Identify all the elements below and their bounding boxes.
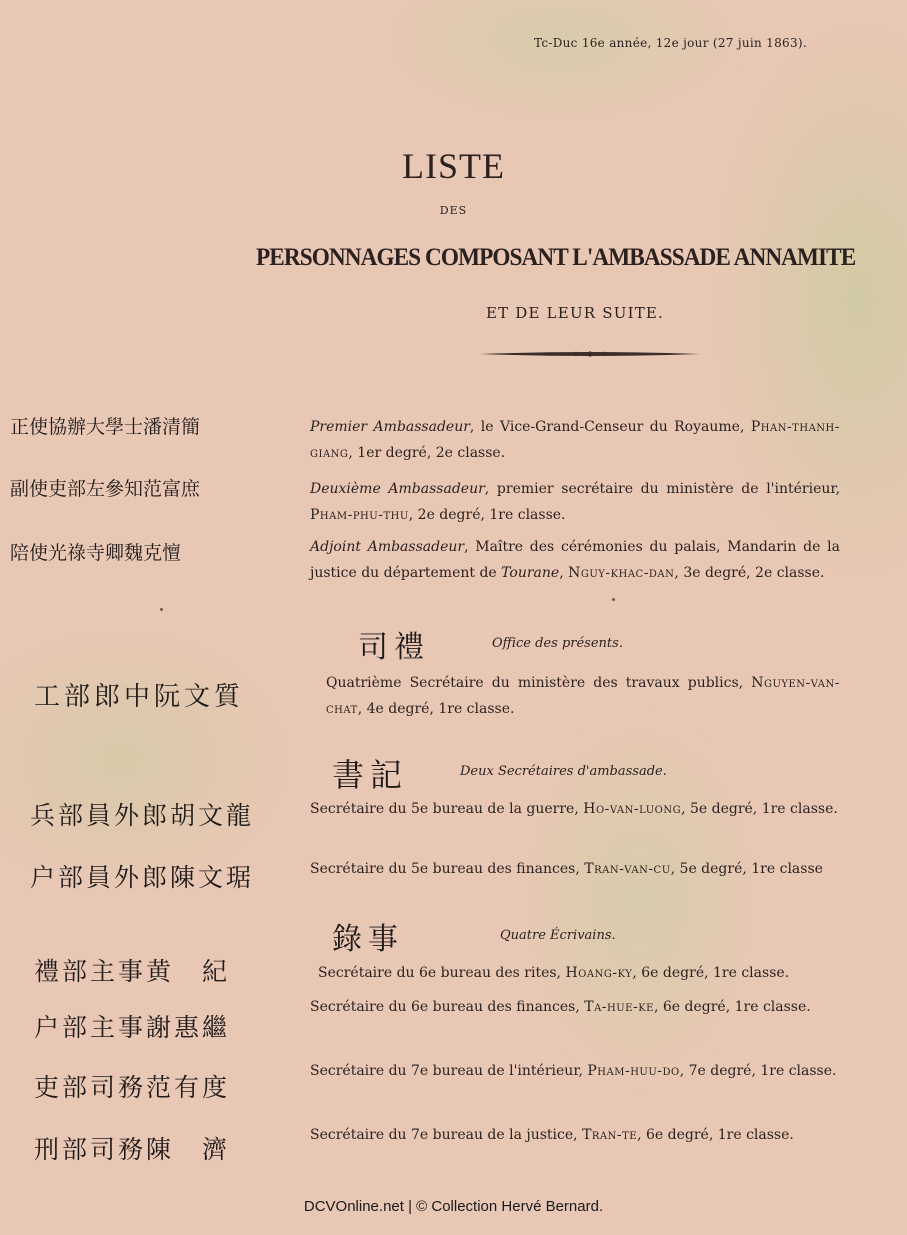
chinese-name: 刑部司務陳 濟 bbox=[34, 1135, 231, 1164]
footer-credit: DCVOnline.net | © Collection Hervé Bernard. bbox=[303, 1198, 604, 1215]
title-main: PERSONNAGES COMPOSANT L'AMBASSADE ANNAMITE bbox=[256, 244, 856, 271]
chinese-name: 工部郎中阮文質 bbox=[34, 682, 245, 712]
chinese-name: 正使協辦大學士潘清簡 bbox=[10, 416, 201, 438]
entry-text: Adjoint Ambassadeur, Maître des cérémonies du palais, Mandarin de la justice du département de Tourane, Nguy-khac-dan, 3e degré, 2e classe. bbox=[310, 539, 841, 581]
chinese-name: 户部員外郎陳文琚 bbox=[30, 863, 255, 892]
person-name: Tran-van-cu bbox=[584, 861, 671, 877]
person-name: Nguyen-van-chat bbox=[326, 675, 840, 717]
entry-text: Quatrième Secrétaire du ministère des travaux publics, Nguyen-van-chat, 4e degré, 1re classe. bbox=[326, 675, 840, 717]
person-name: Phan-thanh-giang bbox=[310, 419, 840, 461]
ornamental-divider bbox=[480, 348, 700, 360]
section-label: Quatre Écrivains. bbox=[500, 928, 616, 943]
entry-text: Secrétaire du 7e bureau de la justice, Tran-te, 6e degré, 1re classe. bbox=[310, 1127, 794, 1143]
paper-speck bbox=[160, 608, 163, 611]
chinese-name: 陪使光祿寺卿魏克憻 bbox=[10, 542, 182, 564]
section-label: Deux Secrétaires d'ambassade. bbox=[460, 764, 667, 779]
section-label: Office des présents. bbox=[492, 636, 623, 651]
entry-text: Secrétaire du 6e bureau des rites, Hoang-ky, 6e degré, 1re classe. bbox=[318, 965, 790, 981]
entry-text: Secrétaire du 5e bureau des finances, Tran-van-cu, 5e degré, 1re classe bbox=[310, 861, 823, 877]
chinese-name: 吏部司務范有度 bbox=[34, 1073, 231, 1102]
section-chinese: 司禮 bbox=[358, 630, 430, 665]
entry-text: Secrétaire du 5e bureau de la guerre, Ho-van-luong, 5e degré, 1re classe. bbox=[310, 801, 838, 817]
paper-speck bbox=[612, 598, 615, 601]
entry-text: Deuxième Ambassadeur, premier secrétaire du ministère de l'intérieur, Pham-phu-thu, 2e degré, 1re classe. bbox=[310, 481, 841, 523]
chinese-name: 副使吏部左參知范富庶 bbox=[10, 478, 201, 500]
section-chinese: 錄事 bbox=[332, 922, 404, 957]
person-name: Tran-te bbox=[582, 1127, 638, 1143]
person-name: Nguy-khac-dan bbox=[568, 565, 675, 581]
person-name: Ho-van-luong bbox=[583, 801, 682, 817]
role-label: Adjoint Ambassadeur bbox=[310, 539, 465, 555]
chinese-name: 户部主事謝惠繼 bbox=[34, 1013, 231, 1042]
chinese-name: 禮部主事黄 紀 bbox=[34, 957, 231, 986]
role-label: Premier Ambassadeur bbox=[310, 419, 470, 435]
person-name: Pham-phu-thu bbox=[310, 507, 409, 523]
chinese-name: 兵部員外郎胡文龍 bbox=[30, 801, 255, 830]
section-chinese: 書記 bbox=[332, 756, 409, 794]
person-name: Hoang-ky bbox=[565, 965, 633, 981]
person-name: Pham-huu-do bbox=[587, 1063, 680, 1079]
date-line: Tc-Duc 16e année, 12e jour (27 juin 1863). bbox=[533, 36, 807, 50]
place-name: Tourane bbox=[501, 565, 560, 581]
section-heading-ecrivains bbox=[0, 914, 907, 957]
entry-text: Secrétaire du 6e bureau des finances, Ta-hue-ke, 6e degré, 1re classe. bbox=[310, 999, 811, 1015]
section-heading-presents bbox=[0, 622, 907, 665]
page-title: LISTE bbox=[402, 146, 505, 186]
person-name: Ta-hue-ke bbox=[584, 999, 654, 1015]
role-label: Deuxième Ambassadeur bbox=[310, 481, 485, 497]
entry-text: Secrétaire du 7e bureau de l'intérieur, Pham-huu-do, 7e degré, 1re classe. bbox=[310, 1063, 837, 1079]
title-des: DES bbox=[439, 204, 468, 217]
entry-text: Premier Ambassadeur, le Vice-Grand-Censeur du Royaume, Phan-thanh-giang, 1er degré, 2e classe. bbox=[310, 419, 840, 461]
section-heading-secretaires bbox=[0, 750, 907, 794]
title-sub: ET DE LEUR SUITE. bbox=[485, 304, 665, 322]
